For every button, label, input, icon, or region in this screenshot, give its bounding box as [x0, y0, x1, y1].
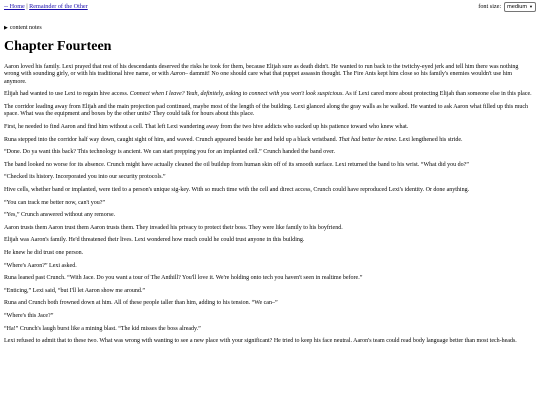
paragraph [4, 162, 534, 169]
content-notes-label: content notes [9, 25, 42, 31]
text-run: dammit! No one should care what that puppet assassin thought. The Fire Ants kept him close so his family's enemies wouldn't use him anymore. [4, 71, 513, 85]
text-run: Runa leaned past Crunch. “With Jace. Do you want a tour of The Anthill? You'll love it. We're holding onto tech you haven't seen in realtime before.” [4, 275, 363, 282]
italic-text: Aaron– [170, 71, 189, 78]
disclosure-triangle-icon: ▶ [4, 26, 8, 31]
breadcrumb-nav [4, 3, 88, 10]
text-run: Lexi lengthened his stride. [397, 136, 463, 143]
paragraph [4, 275, 534, 282]
font-size-select[interactable] [504, 2, 536, 12]
paragraph [4, 225, 534, 232]
paragraph [4, 200, 534, 207]
font-size-control [478, 2, 536, 12]
italic-text: Connect when I leave? Yeah, definitely, asking to connect with you won't look suspicious. [129, 91, 344, 98]
text-run: Lexi refused to admit that to these two. What was wrong with wanting to see a new place with your significant? He tried to keep his face neutral. Aaron's team could read body language better than most tech-heads. [4, 338, 517, 345]
story-text [4, 64, 534, 351]
text-run: Hive cells, whether band or implanted, were tied to a person's unique sig-key. With so much time with the cell and direct access, Crunch could have reproduced Lexi's identity. Or done anything. [4, 186, 470, 193]
text-run: Aaron loved his family. Lexi prayed that rest of his descendants deserved the risks he took for them, because Elijah sure as death didn't. He wanted to run back to the twitchy-eyed jerk and tell him there was nothing wrong with sounding girly, or with his traditional hive name, or with [4, 64, 519, 78]
italic-text: That had better be mine. [338, 136, 398, 143]
font-size-label: font size: [478, 3, 502, 11]
paragraph [4, 250, 534, 257]
paragraph [4, 124, 534, 131]
chevron-down-icon: ▼ [529, 4, 533, 9]
paragraph [4, 237, 534, 244]
chapter-title: Chapter Fourteen [4, 39, 112, 54]
paragraph [4, 104, 534, 119]
paragraph [4, 64, 534, 86]
font-size-value: medium [507, 4, 528, 10]
text-run: Elijah was Aaron's family. He'd threatened their lives. Lexi wondered how much could he could trust anyone in this building. [4, 237, 305, 244]
text-run: Runa and Crunch both frowned down at him. All of these people taller than him, adding to his tension. “We can–” [4, 300, 278, 307]
text-run: The band looked no worse for its absence. Crunch might have actually cleaned the oil buildup from human skin off of its smooth surface. Lexi returned the band to his wrist. “What did you do?” [4, 161, 469, 168]
text-run: As if Lexi cared more about protecting Elijah than someone else in this place. [343, 91, 532, 98]
paragraph [4, 300, 534, 307]
paragraph [4, 187, 534, 194]
text-run: “Yes,” Crunch answered without any remorse. [4, 212, 116, 219]
nav-separator: | [24, 3, 30, 10]
home-link[interactable]: -- Home [4, 3, 25, 10]
text-run: He knew he did trust one person. [4, 249, 84, 256]
text-run: “You can track me better now, can't you?” [4, 199, 106, 206]
work-link[interactable]: Remainder of the Other [29, 3, 88, 10]
text-run: “Checked its history. Incorporated you into our security protocols.” [4, 174, 166, 181]
paragraph [4, 326, 534, 333]
text-run: Elijah had wanted to use Lexi to regain hive access. [4, 91, 130, 98]
text-run: “Ha!” Crunch's laugh burst like a mining blast. “The kid misses the boss already.” [4, 325, 201, 332]
paragraph [4, 338, 534, 345]
paragraph [4, 263, 534, 270]
paragraph [4, 137, 534, 144]
paragraph [4, 91, 534, 98]
text-run: The corridor leading away from Elijah and the main projection pad continued, maybe most of the length of the building. Lexi glanced along the gray walls as he walked. He wanted to ask Aaron what filled up this much space. What was the equipment and boxes by the other units? They could talk for hours about this place. [4, 104, 529, 118]
paragraph [4, 149, 534, 156]
text-run: Runa stepped into the corridor half way down, caught sight of him, and waved. Crunch appeared beside her and held up a black wristband. [4, 136, 339, 143]
content-notes-toggle[interactable] [4, 25, 42, 32]
paragraph [4, 174, 534, 181]
text-run: “Enticing,” Lexi said, “but I'll let Aaron show me around.” [4, 287, 146, 294]
paragraph [4, 288, 534, 295]
paragraph [4, 212, 534, 219]
text-run: “Done. Do ya want this back? This technology is ancient. We can start prepping you for an implanted cell.” Crunch handed the band over. [4, 149, 336, 156]
top-bar [4, 3, 536, 13]
text-run: First, he needed to find Aaron and find him without a cell. That left Lexi wandering away from the two hive addicts who sucked up his patience toward who knew what. [4, 124, 409, 130]
text-run: Aaron trusts them Aaron trust them Aaron trusts them. They invaded his privacy to protect their boss. They were like family to his boyfriend. [4, 224, 343, 231]
text-run: “Where's Aaron?” Lexi asked. [4, 262, 77, 269]
text-run: “Where's this Jace?” [4, 312, 54, 319]
paragraph [4, 313, 534, 320]
